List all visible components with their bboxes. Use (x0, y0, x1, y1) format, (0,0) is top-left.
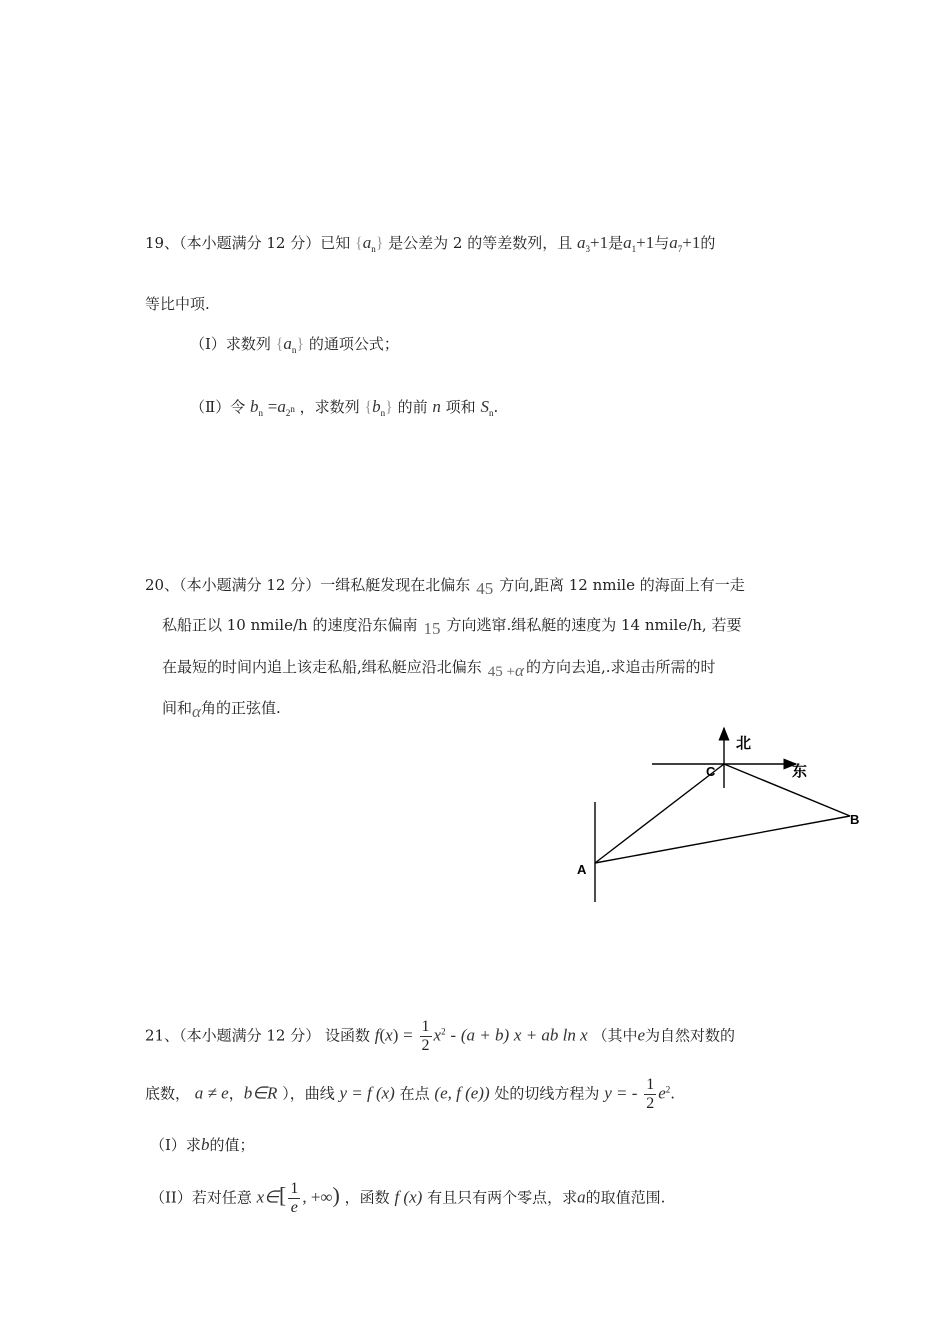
q21-line-1: 21、（本小题满分 12 分） 设函数 f(x) = $\frac{1}{2}$ $x^2 - (a + b) x$ + ab ln x （其中e为自然对数的 (145, 1018, 736, 1054)
label-c: C (706, 764, 716, 779)
q21-line-2: 底数， a ≠ e，b∈R ），曲线 y = f (x) 在点 (e, f (e)) 处的切线方程为 y = - $\frac{1}{2}$ $e^2$. (145, 1076, 676, 1112)
segment-ab (595, 816, 850, 863)
label-north: 北 (736, 735, 752, 752)
q19-part-2: （Ⅱ）令 $b_n =a_{2^n}$ ，求数列 $\{b_n\}$ 的前 n 项和 $S_n$. (190, 397, 499, 418)
q19-part-1: （Ⅰ）求数列 $\{a_n\}$ 的通项公式； (190, 334, 399, 355)
q19-text-1: 是公差为 2 的等差数列，且 (388, 234, 573, 252)
seq-a: a (362, 233, 372, 252)
q19-line-1: 19、（本小题满分 12 分）已知 $\{a_n\}$ 是公差为 2 的等差数列，且 $a_3+1$是$a_1+1$与$a_7+1$的 (145, 233, 716, 254)
segment-cb (724, 764, 850, 816)
label-b: B (850, 812, 860, 827)
q21-part-1: （I）求b的值； (150, 1135, 255, 1154)
fraction-half-2: $\frac{1}{2}$ (646, 1076, 655, 1112)
q20-line-1: 20、（本小题满分 12 分）一缉私艇发现在北偏东 45 方向,距离 12 nmile 的海面上有一走 (145, 576, 745, 598)
navigation-diagram (560, 720, 880, 910)
q20-line-4: 间和α角的正弦值. (162, 699, 281, 721)
q20-line-2: 私船正以 10 nmile/h 的速度沿东偏南 15 方向逃窜.缉私艇的速度为 14 nmile/h, 若要 (162, 616, 742, 638)
q19-header: （本小题满分 12 分）已知 (179, 234, 351, 252)
fraction-one-over-e: $\frac{1}{e}$ (290, 1180, 299, 1216)
q19-line-2: 等比中项. (145, 295, 210, 313)
segment-ac (595, 764, 724, 863)
label-east: 东 (792, 763, 808, 780)
label-a: A (577, 862, 587, 877)
q20-line-3: 在最短的时间内追上该走私船,缉私艇应沿北偏东 45 +α 的方向去追,.求追击所需的时 (162, 658, 716, 680)
angle-45: 45 (476, 579, 494, 598)
q21-part-2: （II）若对任意 x∈[ $\frac{1}{e}$ , +∞) ，函数 f (x) 有且只有两个零点，求a的取值范围. (150, 1180, 666, 1216)
angle-15: 15 (423, 619, 441, 638)
q19-number: 19、 (145, 234, 180, 252)
fraction-half: $\frac{1}{2}$ (421, 1018, 430, 1054)
